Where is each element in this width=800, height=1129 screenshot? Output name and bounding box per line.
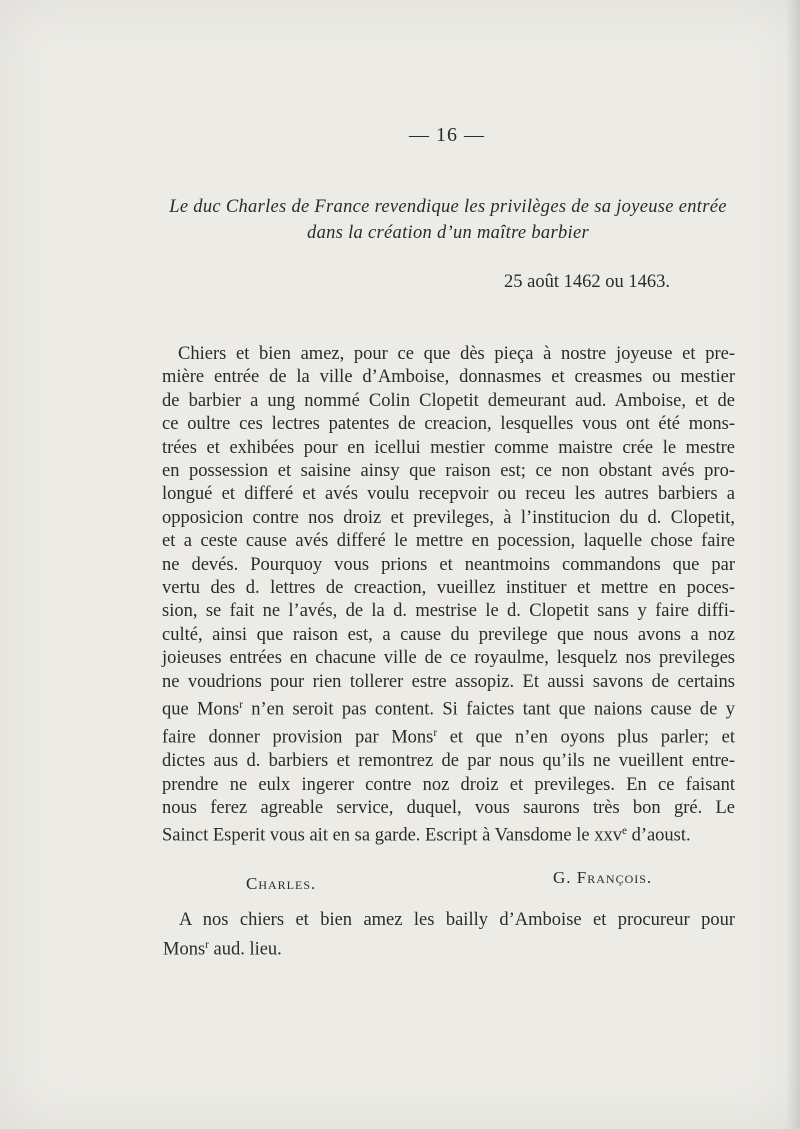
text-line: culté, ainsi que raison est, a cause du previlege que nous avons a noz [162,624,735,645]
page-number: — 16 — [409,124,485,146]
text-line: Sainct Esperit vous ait en sa garde. Escript à Vansdome le xxv$^e$ d’aoust. [162,825,691,847]
title-line-1: Le duc Charles de France revendique les privilèges de sa joyeuse entrée [169,197,727,217]
text-line: nous ferez agreable service, duquel, vous saurons très bon gré. Le [162,798,735,819]
text-line: que Mons$^r$ n’en seroit pas content. Si faictes tant que naions cause de y [162,699,735,720]
document-title [158,194,738,246]
text-line: et a ceste cause avés differé le mettre en pocession, laquelle chose faire [162,531,735,552]
text-line: mière entrée de la ville d’Amboise, donnasmes et creasmes ou mestier [162,367,735,388]
text-line: trées et exhibées pour en icellui mestier comme maistre crée le mestre [162,437,735,458]
text-line: vertu des d. lettres de creaction, vueillez instituer et mettre en poces- [162,578,735,599]
signatures [240,870,680,900]
text-line: A nos chiers et bien amez les bailly d’Amboise et procureur pour [179,910,735,930]
text-line: joieuses entrées en chacune ville de ce royaulme, lesquelz nos previleges [162,648,735,669]
letter-body [162,343,735,849]
text-line: Chiers et bien amez, pour ce que dès pieça à nostre joyeuse et pre- [178,344,735,364]
signature-charles: Charles. [246,874,317,893]
text-line: Mons$^r$ aud. lieu. [163,939,282,960]
title-line-2: dans la création d’un maître barbier [307,223,589,243]
letter-address [163,908,735,963]
document-date: 25 août 1462 ou 1463. [504,272,670,292]
text-line: faire donner provision par Mons$^r$ et que n’en oyons plus parler; et [162,727,735,748]
text-line: opposicion contre nos droiz et previleges, à l’institucion du d. Clopetit, [162,507,735,528]
signature-francois: G. François. [553,868,653,887]
text-line: prendre ne eulx ingerer contre noz droiz et previleges. En ce faisant [162,774,735,795]
page-edge-shadow [786,0,800,1129]
text-line: ne voudrions pour rien tollerer estre assopiz. Et aussi savons de certains [162,671,735,692]
text-line: longué et differé et avés voulu recepvoir ou receu les autres barbiers a [162,484,735,505]
text-line: en possession et saisine ainsy que raison est; ce non obstant avés pro- [162,461,735,482]
text-line: dictes aus d. barbiers et remontrez de par nous qu’ils ne vueillent entre- [162,751,735,772]
text-line: sion, se fait ne l’avés, de la d. mestrise le d. Clopetit sans y faire diffi- [162,601,735,622]
text-line: de barbier a ung nommé Colin Clopetit demeurant aud. Amboise, et de [162,390,735,411]
text-line: ce oultre ces lectres patentes de creacion, lesquelles vous ont été mons- [162,414,735,435]
text-line: ne devés. Pourquoy vous prions et neantmoins commandons que par [162,554,735,575]
